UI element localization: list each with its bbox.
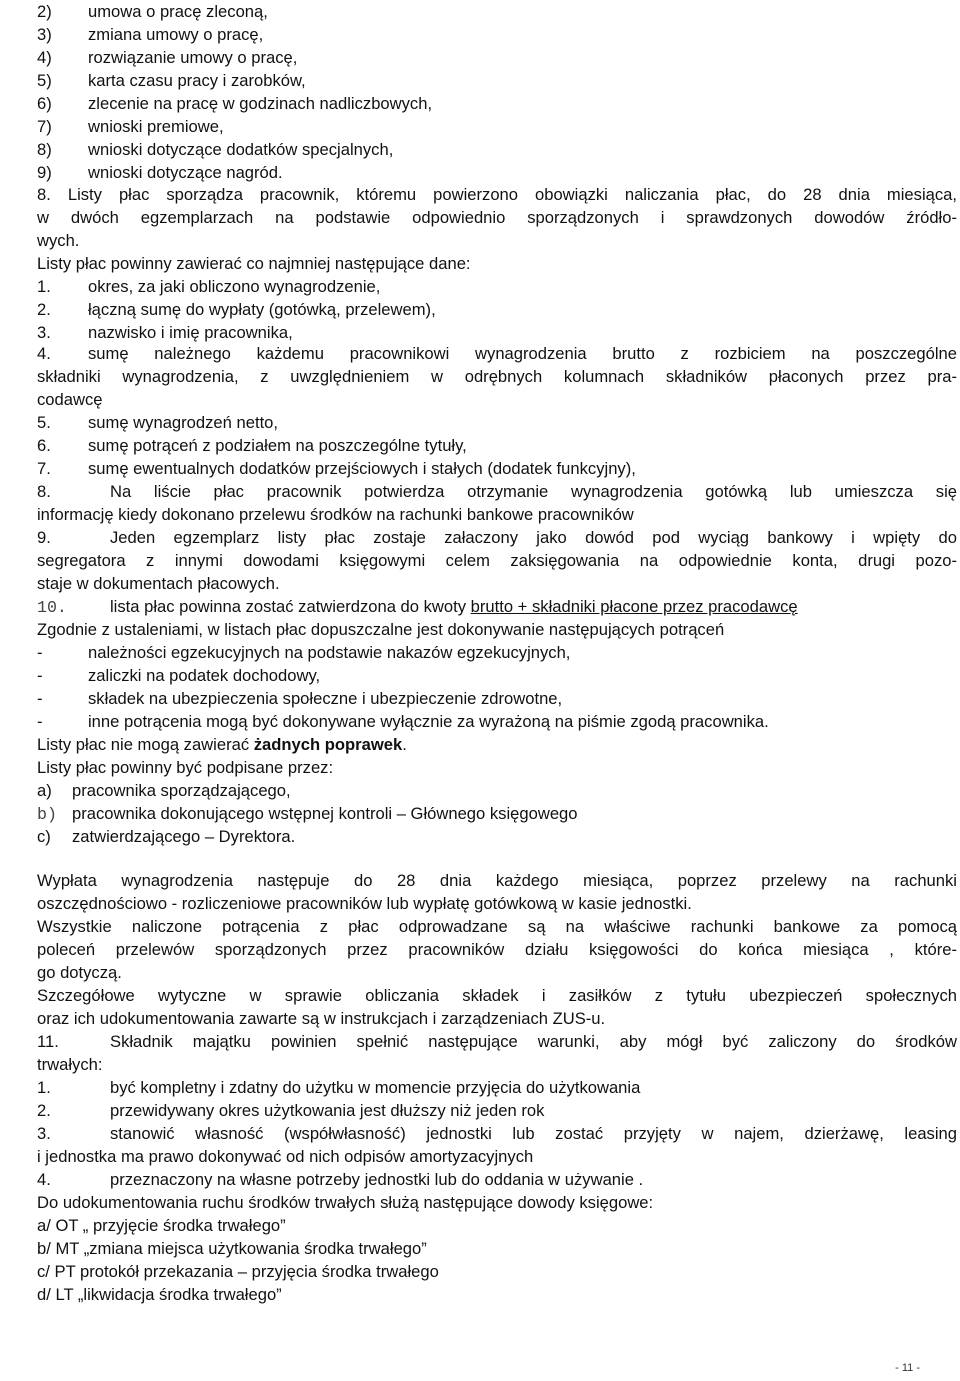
section-11-line-1: 11. Składnik majątku powinien spełnić następujące warunki, aby mógł być zaliczony do środków bbox=[37, 1032, 957, 1051]
list-item: - należności egzekucyjnych na podstawie nakazów egzekucyjnych, bbox=[37, 643, 571, 662]
item-8-line-2: informację kiedy dokonano przelewu środków na rachunki bankowe pracowników bbox=[37, 505, 634, 524]
list-item: 1. być kompletny i zdatny do użytku w momencie przyjęcia do użytkowania bbox=[37, 1078, 641, 1097]
item-9-line-2: segregatora z innymi dowodami księgowymi celem zaksięgowania na odpowiednie konta, drugi pozo- bbox=[37, 551, 957, 570]
item-4-line-3: codawcę bbox=[37, 390, 103, 409]
item-9-line-1: 9. Jeden egzemplarz listy płac zostaje załaczony jako dowód pod wyciąg bankowy i wpięty do bbox=[37, 528, 957, 547]
no-corrections-note: Listy płac nie mogą zawierać żadnych poprawek. bbox=[37, 735, 407, 754]
list-item: 4. przeznaczony na własne potrzeby jednostki lub do oddania w używanie . bbox=[37, 1170, 644, 1189]
list-item: 6) zlecenie na pracę w godzinach nadliczbowych, bbox=[37, 94, 433, 113]
list-item: c/ PT protokół przekazania – przyjęcia środka trwałego bbox=[37, 1262, 439, 1281]
payment-paragraph-2-line-2: poleceń przelewów sporządzonych przez pracowników działu księgowości do końca miesiąca , które- bbox=[37, 940, 957, 959]
deductions-intro: Zgodnie z ustaleniami, w listach płac dopuszczalne jest dokonywanie następujących potrąceń bbox=[37, 620, 725, 639]
list-item: 5) karta czasu pracy i zarobków, bbox=[37, 71, 306, 90]
signed-intro: Listy płac powinny być podpisane przez: bbox=[37, 758, 334, 777]
payment-paragraph-3-line-2: oraz ich udokumentowania zawarte są w instrukcjach i zarządzeniach ZUS-u. bbox=[37, 1009, 606, 1028]
payment-paragraph-1-line-2: oszczędnościowo - rozliczeniowe pracowników lub wypłatę gotówkową w kasie jednostki. bbox=[37, 894, 692, 913]
item-9-line-3: staje w dokumentach płacowych. bbox=[37, 574, 280, 593]
section-11-line-2: trwałych: bbox=[37, 1055, 103, 1074]
asset-3-line-1: 3. stanowić własność (współwłasność) jednostki lub zostać przyjęty w najem, dzierżawę, leasing bbox=[37, 1124, 957, 1143]
list-item: b/ MT „zmiana miejsca użytkowania środka trwałego” bbox=[37, 1239, 427, 1258]
list-item: 7) wnioski premiowe, bbox=[37, 117, 224, 136]
payment-paragraph-1-line-1: Wypłata wynagrodzenia następuje do 28 dnia każdego miesiąca, poprzez przelewy na rachunki bbox=[37, 871, 957, 890]
list-item: a/ OT „ przyjęcie środka trwałego” bbox=[37, 1216, 286, 1235]
page-number: - 11 - bbox=[895, 1362, 920, 1374]
item-10: 10. lista płac powinna zostać zatwierdzona do kwoty brutto + składniki płacone przez pracodawcę bbox=[37, 597, 798, 617]
list-item: 9) wnioski dotyczące nagród. bbox=[37, 163, 283, 182]
section-8-line-3: wych. bbox=[37, 231, 80, 250]
list-item: 2. łączną sumę do wypłaty (gotówką, przelewem), bbox=[37, 300, 436, 319]
list-item: 1. okres, za jaki obliczono wynagrodzenie, bbox=[37, 277, 381, 296]
list-item: 7. sumę ewentualnych dodatków przejściowych i stałych (dodatek funkcyjny), bbox=[37, 459, 636, 478]
section-8-line-4: Listy płac powinny zawierać co najmniej następujące dane: bbox=[37, 254, 471, 273]
list-item: 2. przewidywany okres użytkowania jest dłuższy niż jeden rok bbox=[37, 1101, 545, 1120]
item-8-line-1: 8. Na liście płac pracownik potwierdza otrzymanie wynagrodzenia gotówką lub umieszcza się bbox=[37, 482, 957, 501]
section-8-line-2: w dwóch egzemplarzach na podstawie odpowiednio sporządzonych i sprawdzonych dowodów źródło- bbox=[37, 208, 957, 227]
payment-paragraph-2-line-1: Wszystkie naliczone potrącenia z płac odprowadzane są na właściwe rachunki bankowe za pomocą bbox=[37, 917, 957, 936]
list-item: - składek na ubezpieczenia społeczne i ubezpieczenie zdrowotne, bbox=[37, 689, 563, 708]
list-item: a) pracownika sporządzającego, bbox=[37, 781, 291, 800]
payment-paragraph-2-line-3: go dotyczą. bbox=[37, 963, 122, 982]
section-8-line-1: 8. Listy płac sporządza pracownik, któremu powierzono obowiązki naliczania płac, do 28 dnia miesiąca, bbox=[37, 185, 957, 204]
item-4-line-2: składniki wynagrodzenia, z uwzględnieniem w odrębnych kolumnach składników płaconych przez pra- bbox=[37, 367, 957, 386]
list-item: b) pracownika dokonującego wstępnej kontroli – Głównego księgowego bbox=[37, 804, 578, 824]
list-item: 6. sumę potrąceń z podziałem na poszczególne tytuły, bbox=[37, 436, 467, 455]
list-item: 8) wnioski dotyczące dodatków specjalnych, bbox=[37, 140, 394, 159]
list-item: d/ LT „likwidacja środka trwałego” bbox=[37, 1285, 282, 1304]
asset-3-line-2: i jednostka ma prawo dokonywać od nich odpisów amortyzacyjnych bbox=[37, 1147, 534, 1166]
list-item: 3. nazwisko i imię pracownika, bbox=[37, 323, 293, 342]
list-item: 5. sumę wynagrodzeń netto, bbox=[37, 413, 279, 432]
list-item: c) zatwierdzającego – Dyrektora. bbox=[37, 827, 296, 846]
list-item: 3) zmiana umowy o pracę, bbox=[37, 25, 264, 44]
list-item: 2) umowa o pracę zleconą, bbox=[37, 2, 268, 21]
list-item: - zaliczki na podatek dochodowy, bbox=[37, 666, 321, 685]
list-item: 4) rozwiązanie umowy o pracę, bbox=[37, 48, 298, 67]
list-item: - inne potrącenia mogą być dokonywane wyłącznie za wyrażoną na piśmie zgodą pracownika. bbox=[37, 712, 769, 731]
docs-intro: Do udokumentowania ruchu środków trwałych służą następujące dowody księgowe: bbox=[37, 1193, 654, 1212]
payment-paragraph-3-line-1: Szczegółowe wytyczne w sprawie obliczania składek i zasiłków z tytułu ubezpieczeń społecznych bbox=[37, 986, 957, 1005]
item-4-line-1: 4. sumę należnego każdemu pracownikowi wynagrodzenia brutto z rozbiciem na poszczególne bbox=[37, 344, 957, 363]
